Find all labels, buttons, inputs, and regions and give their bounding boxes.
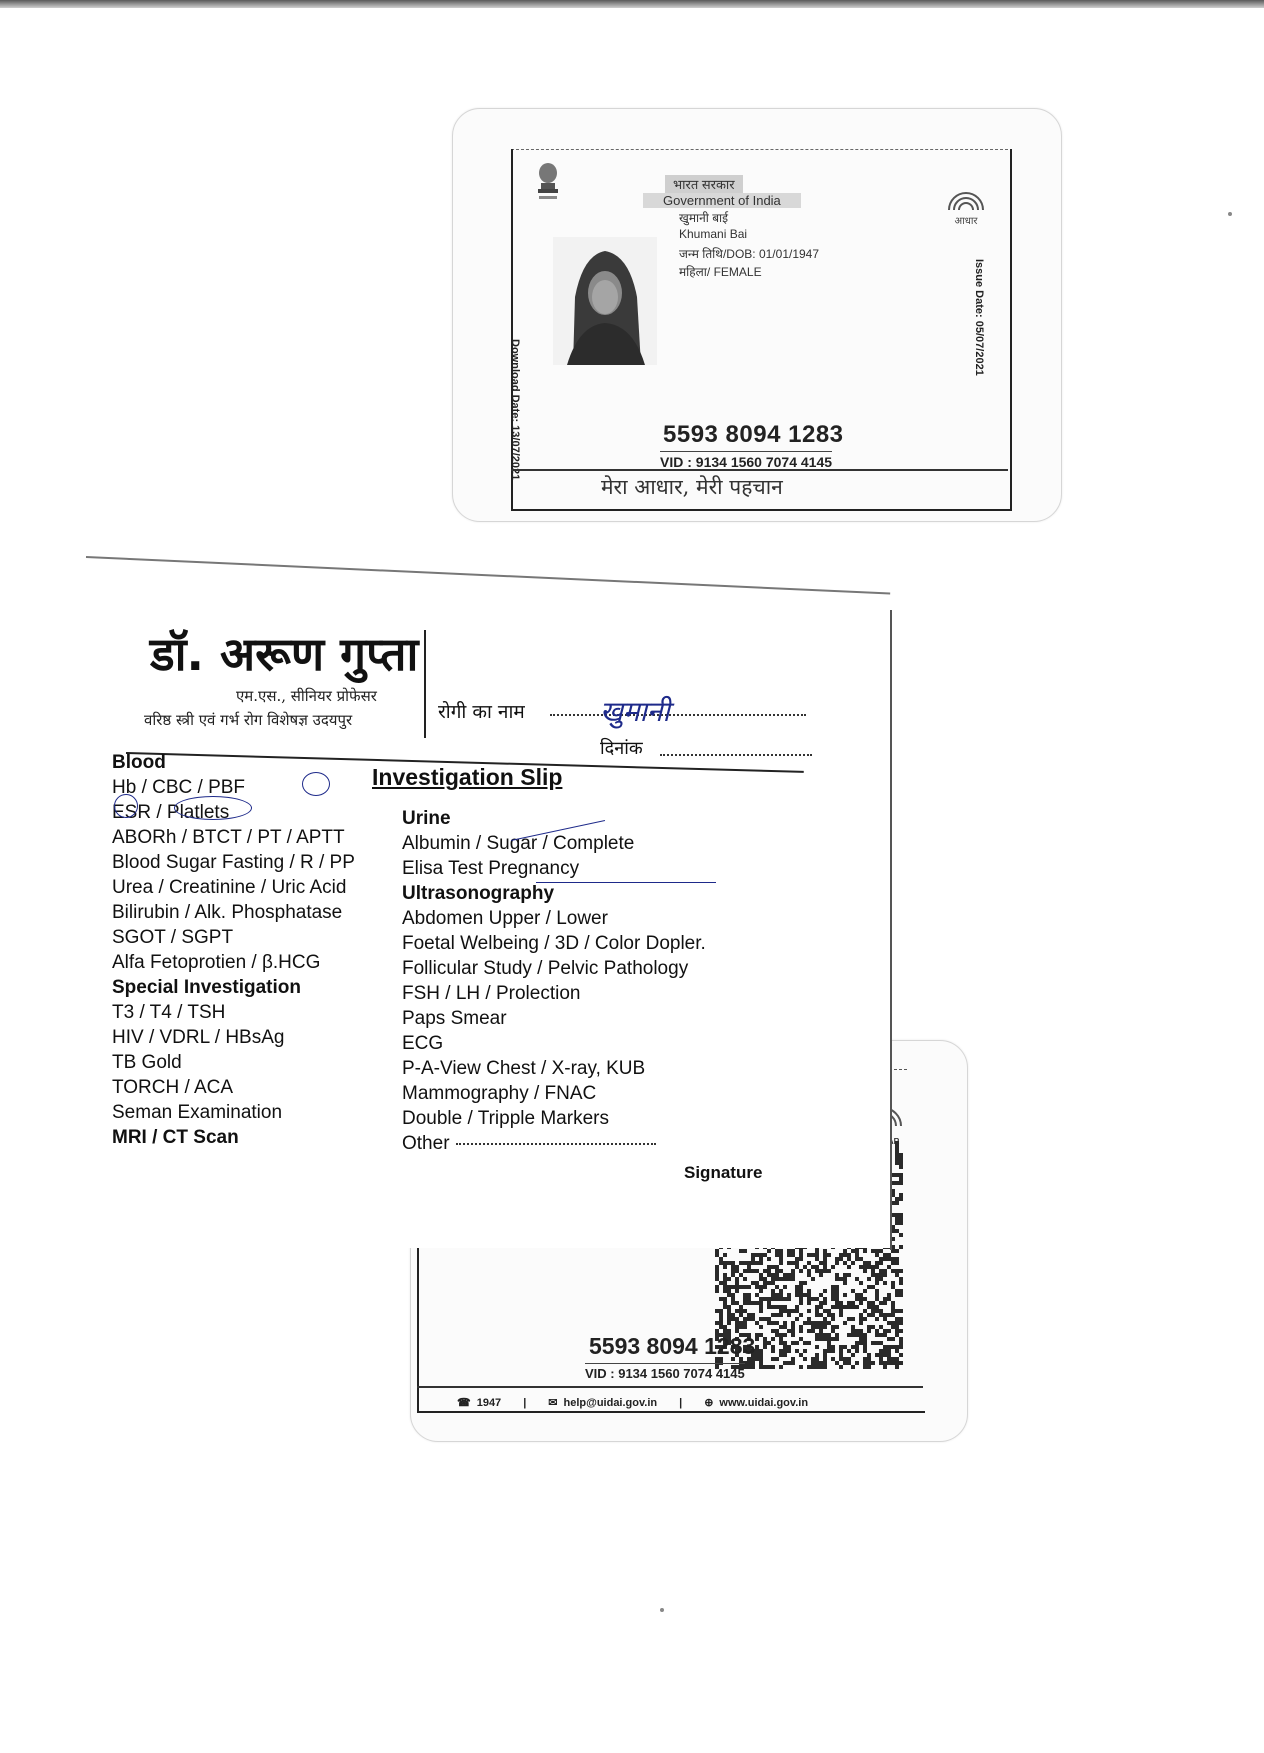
pen-circle-mark [174, 796, 252, 820]
slip-edge [890, 610, 892, 1250]
test-item: TORCH / ACA [112, 1077, 234, 1098]
separator: | [679, 1396, 683, 1409]
aadhaar-number: 5593 8094 1283 [589, 1333, 756, 1359]
govt-title-english: Government of India [643, 193, 801, 208]
test-item: Albumin / Sugar / Complete [402, 833, 635, 854]
website [704, 1396, 808, 1409]
test-item: T3 / T4 / TSH [112, 1002, 226, 1023]
website-text: www.uidai.gov.in [719, 1397, 809, 1409]
vid-number: VID : 9134 1560 7074 4145 [660, 451, 832, 470]
email-text: help@uidai.gov.in [563, 1397, 658, 1409]
test-item: ABORh / BTCT / PT / APTT [112, 827, 345, 848]
test-item: Elisa Test Pregnancy [402, 858, 580, 879]
test-item: Hb / CBC / PBF [112, 777, 246, 798]
signature-label: Signature [684, 1163, 763, 1182]
slip-heading: Investigation Slip [372, 764, 563, 790]
patient-name-label: रोगी का नाम [438, 701, 525, 723]
issue-date: Issue Date: 05/07/2021 [973, 259, 985, 376]
test-item: Ultrasonography [402, 883, 555, 904]
holder-name-hindi: खुमानी बाई [679, 211, 729, 225]
test-item: Urea / Creatinine / Uric Acid [112, 877, 347, 898]
scan-speck [660, 1608, 664, 1612]
test-item: Mammography / FNAC [402, 1083, 597, 1104]
contact-footer [417, 1386, 923, 1409]
test-item: P-A-View Chest / X-ray, KUB [402, 1058, 646, 1079]
doctor-name: डॉ. अरूण गुप्ता [150, 627, 419, 681]
patient-name-handwritten: खुमानी [600, 695, 670, 728]
holder-gender: महिला/ FEMALE [679, 265, 762, 279]
pen-underline-mark [536, 882, 716, 883]
helpline [457, 1396, 501, 1409]
other-line [456, 1143, 656, 1145]
holder-photo [553, 237, 657, 365]
date-line [660, 754, 812, 756]
test-item: ECG [402, 1033, 444, 1054]
scan-speck [1228, 212, 1232, 216]
test-item: Urine [402, 808, 451, 829]
pen-circle-mark [302, 772, 330, 796]
separator: | [523, 1396, 527, 1409]
govt-title-hindi: भारत सरकार [665, 175, 743, 193]
header-divider [424, 630, 426, 738]
patient-name-line [550, 714, 806, 716]
download-date: Download Date: 13/07/2021 [509, 339, 521, 481]
holder-dob: जन्म तिथि/DOB: 01/01/1947 [679, 247, 820, 261]
pen-circle-mark [114, 794, 138, 818]
test-item: SGOT / SGPT [112, 927, 234, 948]
test-item: HIV / VDRL / HBsAg [112, 1027, 285, 1048]
phone-icon: ☎ [457, 1397, 471, 1409]
test-item: Alfa Fetoprotien / β.HCG [112, 952, 321, 973]
investigation-slip [86, 568, 892, 1248]
slip-edge [86, 556, 890, 595]
envelope-icon: ✉ [548, 1397, 558, 1409]
test-item: Blood Sugar Fasting / R / PP [112, 852, 355, 873]
date-label: दिनांक [600, 738, 643, 759]
globe-icon: ⊕ [704, 1397, 714, 1409]
other-label: Other [402, 1133, 450, 1154]
doctor-designation: वरिष्ठ स्त्री एवं गर्भ रोग विशेषज्ञ उदयपुर [144, 711, 353, 729]
test-item: Paps Smear [402, 1008, 507, 1029]
national-emblem-icon [533, 159, 563, 203]
right-test-list [402, 806, 706, 1156]
helpline-number: 1947 [476, 1397, 502, 1409]
aadhaar-logo-icon [943, 184, 989, 226]
card-divider [511, 469, 1008, 471]
test-item: Abdomen Upper / Lower [402, 908, 608, 929]
email [548, 1396, 657, 1409]
test-item: MRI / CT Scan [112, 1127, 239, 1148]
test-item: TB Gold [112, 1052, 182, 1073]
svg-text:आधार: आधार [954, 216, 978, 226]
test-item: Special Investigation [112, 977, 301, 998]
test-item: Double / Tripple Markers [402, 1108, 609, 1129]
test-item: Seman Examination [112, 1102, 283, 1123]
holder-name: Khumani Bai [679, 227, 748, 241]
test-item: ESR / Platlets [112, 802, 230, 823]
test-item: FSH / LH / Prolection [402, 983, 581, 1004]
test-item: Blood [112, 752, 166, 773]
scan-edge [0, 0, 1264, 8]
vid-number: VID : 9134 1560 7074 4145 [585, 1363, 745, 1381]
doctor-qualification: एम.एस., सीनियर प्रोफेसर [236, 687, 377, 705]
test-item: Follicular Study / Pelvic Pathology [402, 958, 689, 979]
other-field [402, 1131, 706, 1156]
test-item: Foetal Welbeing / 3D / Color Dopler. [402, 933, 706, 954]
aadhaar-card-front [452, 108, 1062, 522]
aadhaar-tagline: मेरा आधार, मेरी पहचान [601, 475, 783, 499]
aadhaar-number: 5593 8094 1283 [663, 421, 844, 448]
test-item: Bilirubin / Alk. Phosphatase [112, 902, 343, 923]
